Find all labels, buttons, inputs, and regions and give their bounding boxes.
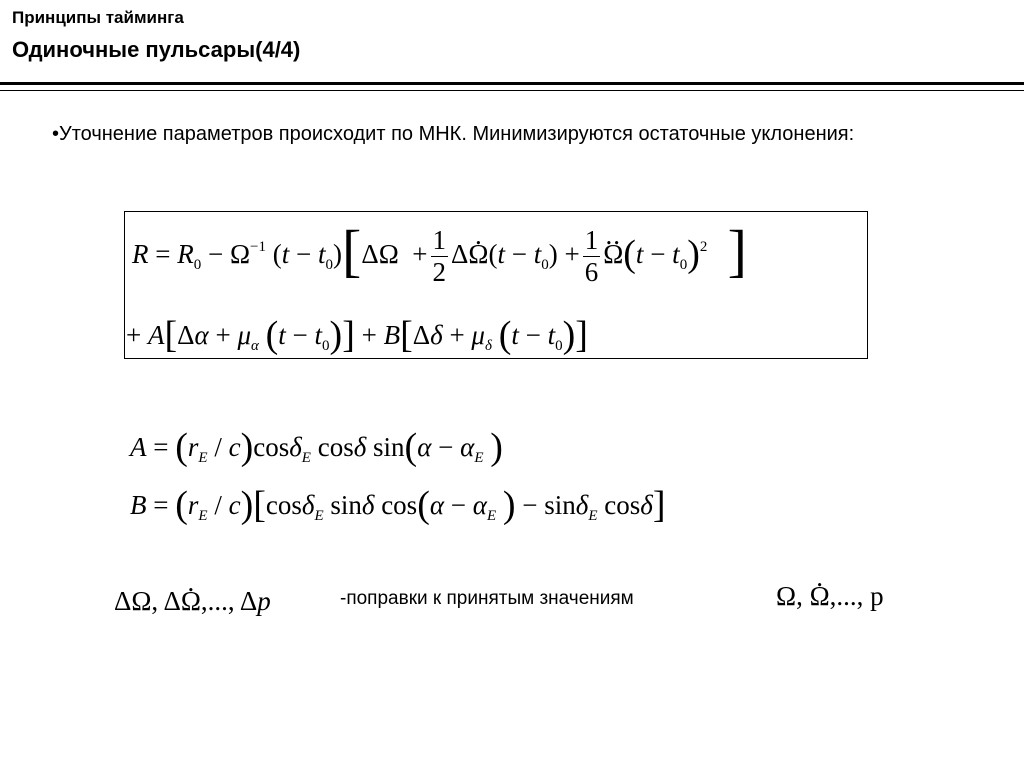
title-rule-thick bbox=[0, 82, 1024, 85]
bullet-text: •Уточнение параметров происходит по МНК. Минимизируются остаточные уклонения: bbox=[52, 123, 855, 145]
slide-title: Одиночные пульсары(4/4) bbox=[12, 37, 301, 62]
corrections-note: -поправки к принятым значениям bbox=[340, 588, 634, 609]
slide-supertitle: Принципы тайминга bbox=[12, 8, 184, 27]
formula-residual-line-1: $R = R_0 - \Omega^{-1}$ $(t - t_0)[\Delta\Omega$ + $\frac{1}{2}$ ΔΩ $.(t - t_0)$ + $\frac{1}{6}$ Ω $..(t - t_0)^2$ ] bbox=[132, 222, 747, 286]
formula-corrections-list: ΔΩ, ΔΩ .,..., Δp bbox=[114, 588, 271, 615]
values-list-p: p bbox=[870, 581, 884, 611]
formula-A: $A = (r_E / c)\cos\delta_E$ cosδ $\sin(\alpha - \alpha_E$ ) bbox=[130, 426, 503, 468]
formula-values-list: Ω, Ω .,..., p bbox=[776, 583, 884, 610]
formula-residual-line-2: + $A[\Delta\alpha + \mu_\alpha$ $(t - t_0)] + B[\Delta\delta + \mu_\delta$ $(t - t_0)$] bbox=[126, 314, 588, 356]
formula-B: $B = (r_E / c)[\cos\delta_E$ sinδ $\cos(\alpha - \alpha_E$ ) − sinδ$_E$ cosδ] bbox=[130, 484, 666, 526]
title-rule-thin bbox=[0, 90, 1024, 91]
